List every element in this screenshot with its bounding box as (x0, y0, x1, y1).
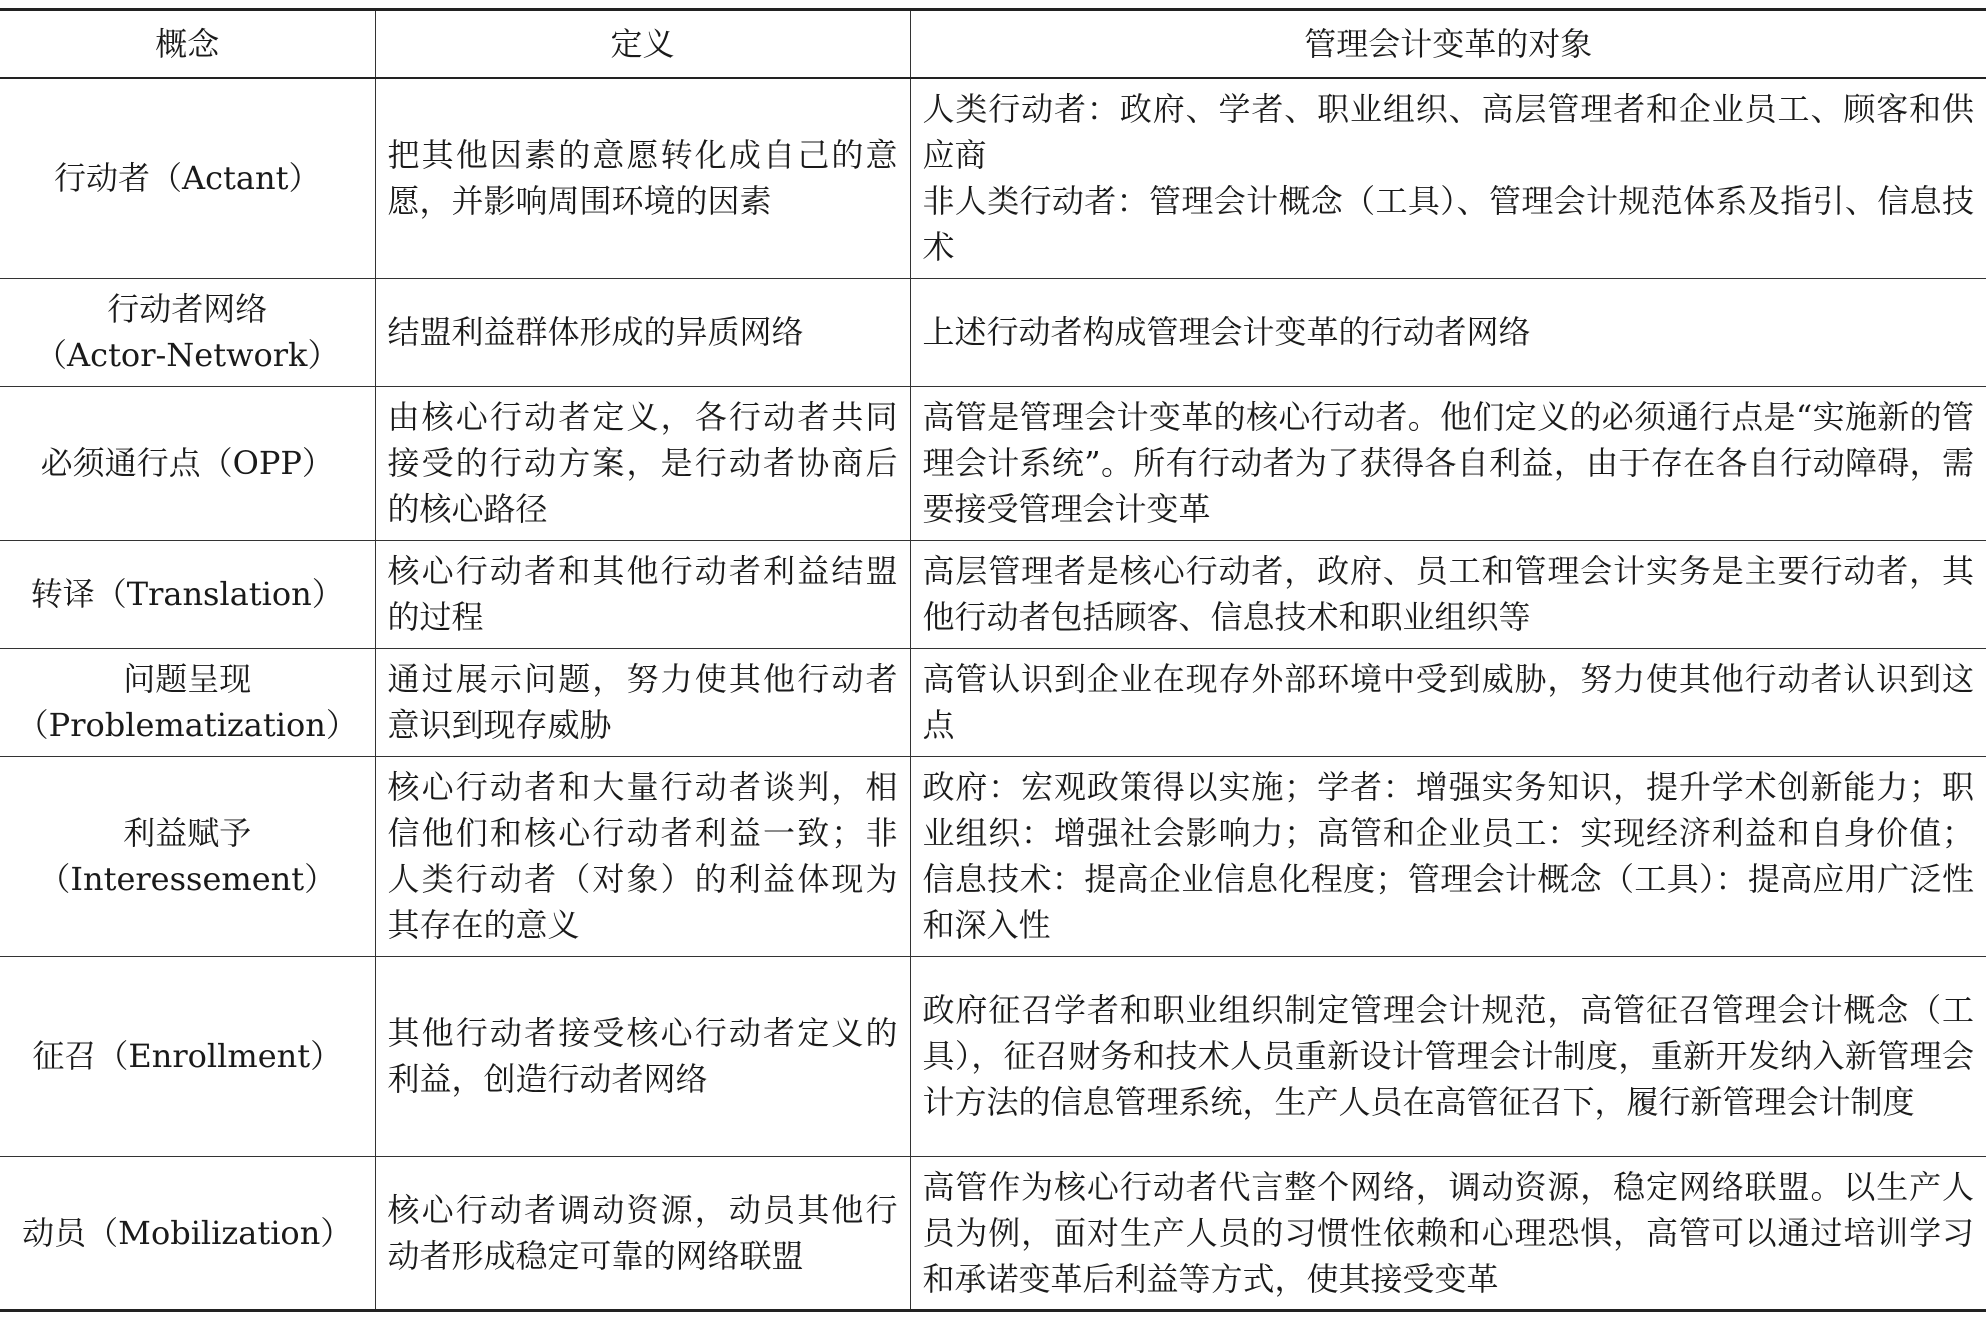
table-body (0, 78, 1986, 1310)
header-concept: 概念 (0, 10, 375, 79)
table-row (0, 278, 1986, 386)
definition-cell-text: 核心行动者和大量行动者谈判，相信他们和核心行动者利益一致；非人类行动者（对象）的利益体现为其存在的意义 (387, 768, 898, 944)
table-row (0, 648, 1986, 756)
header-definition: 定义 (375, 10, 910, 79)
definition-cell (375, 540, 910, 648)
object-cell-text: 高管是管理会计变革的核心行动者。他们定义的必须通行点是“实施新的管理会计系统”。所有行动者为了获得各自利益，由于存在各自行动障碍，需要接受管理会计变革 (922, 398, 1974, 528)
concept-cell-text: （Problematization） (16, 706, 358, 744)
concept-cell-text: （Actor-Network） (35, 336, 340, 374)
table-header-row (0, 10, 1986, 79)
concept-cell-text: 行动者网络 (107, 290, 268, 328)
object-cell (910, 540, 1986, 648)
definition-cell-text: 核心行动者和其他行动者利益结盟的过程 (387, 552, 898, 636)
object-cell (910, 756, 1986, 956)
concept-cell-text: 行动者（Actant） (54, 159, 321, 198)
definition-cell (375, 386, 910, 540)
concept-cell (0, 78, 375, 278)
definition-cell (375, 78, 910, 278)
definition-cell (375, 1156, 910, 1310)
concept-cell-text: 问题呈现 (123, 660, 252, 698)
object-cell (910, 386, 1986, 540)
concept-cell-text: 动员（Mobilization） (22, 1213, 353, 1252)
object-cell-text: 高层管理者是核心行动者，政府、员工和管理会计实务是主要行动者，其他行动者包括顾客、信息技术和职业组织等 (922, 552, 1974, 636)
object-cell-text: 政府：宏观政策得以实施；学者：增强实务知识，提升学术创新能力；职业组织：增强社会影响力；高管和企业员工：实现经济利益和自身价值；信息技术：提高企业信息化程度；管理会计概念（工具）：提高应用广泛性和深入性 (922, 768, 1974, 944)
object-cell (910, 648, 1986, 756)
object-cell (910, 1156, 1986, 1310)
concept-cell-text: 转译（Translation） (30, 575, 344, 613)
concept-cell (0, 540, 375, 648)
concept-table (0, 8, 1986, 1312)
header-object: 管理会计变革的对象 (910, 10, 1986, 79)
table-row (0, 1156, 1986, 1310)
object-cell-text: 人类行动者：政府、学者、职业组织、高层管理者和企业员工、顾客和供应商 (922, 90, 1974, 175)
concept-cell (0, 756, 375, 956)
object-cell-text: 非人类行动者：管理会计概念（工具）、管理会计规范体系及指引、信息技术 (922, 182, 1974, 267)
object-cell (910, 956, 1986, 1156)
object-cell-text: 高管认识到企业在现存外部环境中受到威胁，努力使其他行动者认识到这点 (922, 660, 1974, 744)
object-cell (910, 78, 1986, 278)
concept-cell (0, 956, 375, 1156)
definition-cell-text: 通过展示问题，努力使其他行动者意识到现存威胁 (387, 660, 898, 744)
concept-cell-text: （Interessement） (38, 860, 337, 898)
object-cell (910, 278, 1986, 386)
table-row (0, 78, 1986, 278)
object-cell-text: 政府征召学者和职业组织制定管理会计规范，高管征召管理会计概念（工具），征召财务和技术人员重新设计管理会计制度，重新开发纳入新管理会计方法的信息管理系统，生产人员在高管征召下，履行新管理会计制度 (922, 991, 1974, 1121)
definition-cell-text: 结盟利益群体形成的异质网络 (387, 313, 804, 351)
table-row (0, 956, 1986, 1156)
concept-cell-text: 利益赋予 (123, 814, 252, 852)
definition-cell (375, 756, 910, 956)
object-cell-text: 上述行动者构成管理会计变革的行动者网络 (922, 313, 1531, 351)
table-row (0, 756, 1986, 956)
definition-cell-text: 把其他因素的意愿转化成自己的意愿，并影响周围环境的因素 (387, 136, 898, 221)
definition-cell (375, 278, 910, 386)
definition-cell (375, 956, 910, 1156)
definition-cell-text: 其他行动者接受核心行动者定义的利益，创造行动者网络 (387, 1014, 898, 1098)
concept-cell-text: 征召（Enrollment） (32, 1037, 343, 1075)
concept-cell (0, 648, 375, 756)
definition-cell-text: 核心行动者调动资源，动员其他行动者形成稳定可靠的网络联盟 (387, 1190, 898, 1275)
table-row (0, 540, 1986, 648)
concept-cell (0, 386, 375, 540)
concept-cell (0, 1156, 375, 1310)
concept-cell-text: 必须通行点（OPP） (40, 444, 334, 482)
object-cell-text: 高管作为核心行动者代言整个网络，调动资源，稳定网络联盟。以生产人员为例，面对生产人员的习惯性依赖和心理恐惧，高管可以通过培训学习和承诺变革后利益等方式，使其接受变革 (922, 1167, 1974, 1298)
definition-cell (375, 648, 910, 756)
concept-cell (0, 278, 375, 386)
definition-cell-text: 由核心行动者定义，各行动者共同接受的行动方案，是行动者协商后的核心路径 (387, 398, 898, 528)
table-row (0, 386, 1986, 540)
